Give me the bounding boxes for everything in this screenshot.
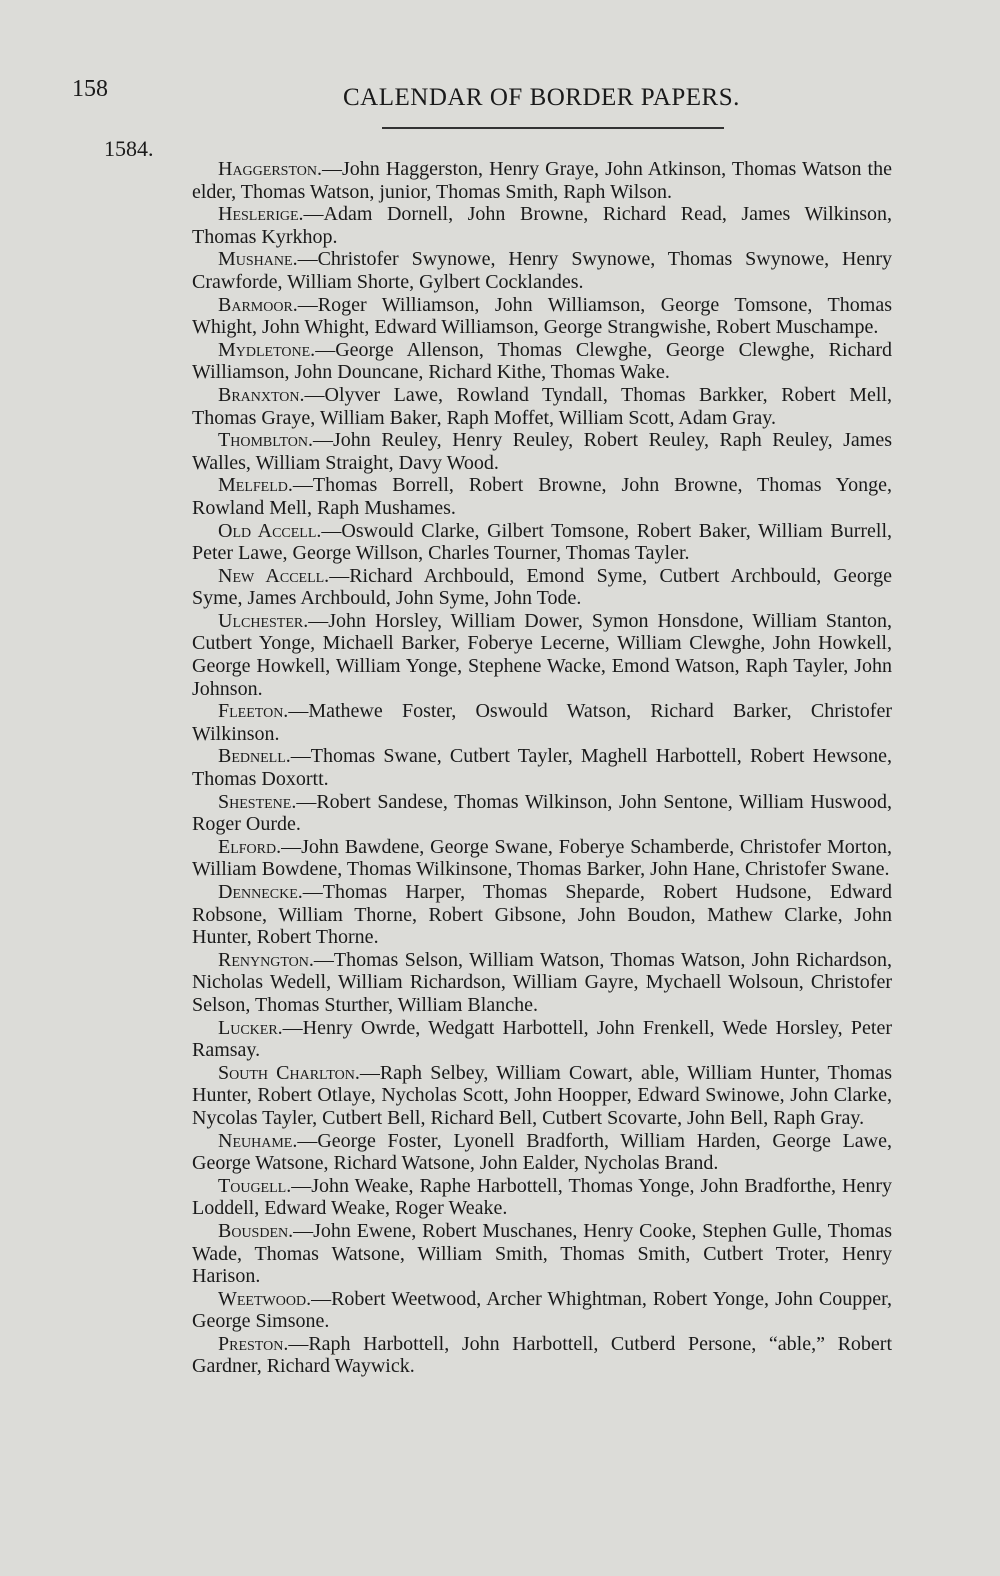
township-name: New Accell. [218,564,330,587]
township-entry [192,791,892,836]
header-rule [382,127,724,129]
township-name: Lucker. [218,1016,283,1039]
township-residents: —John Ewene, Robert Muschanes, Henry Cooke, Stephen Gulle, Thomas Wade, Thomas Watsone, William Smith, Thomas Smith, Cutbert Troter, Henry Harison. [192,1219,892,1288]
township-residents: —John Haggerston, Henry Graye, John Atkinson, Thomas Watson the elder, Thomas Watson, junior, Thomas Smith, Raph Wilson. [192,158,892,203]
township-residents: —Richard Archbould, Emond Syme, Cutbert Archbould, George Syme, James Archbould, John Syme, John Tode. [192,564,892,610]
township-residents: —George Foster, Lyonell Bradforth, William Harden, George Lawe, George Watsone, Richard Watsone, John Ealder, Nycholas Brand. [192,1129,892,1175]
township-residents: —Thomas Swane, Cutbert Tayler, Maghell Harbottell, Robert Hewsone, Thomas Doxortt. [192,745,892,791]
township-entry [192,881,892,949]
township-name: Shestene. [218,790,297,813]
township-residents: —Robert Weetwood, Archer Whightman, Robert Yonge, John Coupper, George Simsone. [192,1287,892,1333]
township-residents: —Henry Owrde, Wedgatt Harbottell, John Frenkell, Wede Horsley, Peter Ramsay. [192,1016,892,1062]
township-residents: —Thomas Selson, William Watson, Thomas Watson, John Richardson, Nicholas Wedell, William Richardson, William Gayre, Mychaell Wolsoun, Christofer Selson, Thomas Sturther, William Blanche. [192,948,892,1016]
township-entry [192,429,892,474]
township-name: Dennecke. [218,881,303,903]
township-name: Branxton. [218,383,305,406]
township-entry [192,1288,892,1333]
township-residents: —Robert Sandese, Thomas Wilkinson, John Sentone, William Huswood, Roger Ourde. [192,790,892,836]
township-entry [192,745,892,790]
township-name: Heslerige. [218,203,304,226]
township-residents: —Raph Harbottell, John Harbottell, Cutberd Persone, “able,” Robert Gardner, Richard Waywick. [192,1332,892,1378]
township-entry [192,520,892,565]
township-entry [192,1220,892,1288]
township-name: Ulchester. [218,609,309,632]
township-list [192,158,892,1378]
township-entry [192,339,892,384]
township-residents: —Mathewe Foster, Oswould Watson, Richard Barker, Christofer Wilkinson. [192,700,892,745]
township-entry [192,203,892,248]
township-residents: —John Weake, Raphe Harbottell, Thomas Yonge, John Bradforthe, Henry Loddell, Edward Weake, Roger Weake. [192,1174,892,1220]
township-residents: —Olyver Lawe, Rowland Tyndall, Thomas Barkker, Robert Mell, Thomas Graye, William Baker, Raph Moffet, William Scott, Adam Gray. [192,383,892,429]
running-head: CALENDAR OF BORDER PAPERS. [343,84,740,111]
township-residents: —John Horsley, William Dower, Symon Honsdone, William Stanton, Cutbert Yonge, Michaell Barker, Foberye Lecerne, William Clewghe, John Howkell, George Howkell, William Yonge, Stephene Wacke, Emond Watson, Raph Tayler, John Johnson. [192,609,892,700]
year-marginal: 1584. [104,136,154,161]
township-entry [192,1017,892,1062]
township-name: Thomblton. [218,429,314,452]
township-residents: —Thomas Borrell, Robert Browne, John Browne, Thomas Yonge, Rowland Mell, Raph Mushames. [192,474,892,519]
township-residents: —Oswould Clarke, Gilbert Tomsone, Robert Baker, William Burrell, Peter Lawe, George Willson, Charles Tourner, Thomas Tayler. [192,519,893,565]
township-name: Tougell. [218,1174,292,1197]
township-entry [192,949,892,1017]
township-entry [192,700,892,745]
township-name: Neuhame. [218,1129,298,1152]
township-name: South Charlton. [218,1061,360,1084]
township-name: Preston. [218,1332,289,1355]
township-entry [192,1333,892,1378]
township-name: Elford. [218,835,282,858]
page-number: 158 [72,76,108,102]
township-entry [192,248,892,293]
township-name: Weetwood. [218,1287,312,1310]
township-name: Melfeld. [218,474,293,497]
township-entry [192,474,892,519]
township-entry [192,1175,892,1220]
township-entry [192,565,892,610]
township-name: Mushane. [218,248,298,271]
township-entry [192,836,892,881]
township-residents: —Raph Selbey, William Cowart, able, William Hunter, Thomas Hunter, Robert Otlaye, Nycholas Scott, John Hoopper, Edward Swinowe, John Clarke, Nycolas Tayler, Cutbert Bell, Richard Bell, Cutbert Scovarte, John Bell, Raph Gray. [192,1061,892,1129]
township-residents: —Christofer Swynowe, Henry Swynowe, Thomas Swynowe, Henry Crawforde, William Shorte, Gylbert Cocklandes. [192,248,892,293]
township-entry [192,158,892,203]
township-residents: —John Bawdene, George Swane, Foberye Schamberde, Christofer Morton, William Bowdene, Thomas Wilkinsone, Thomas Barker, John Hane, Christofer Swane. [192,835,892,881]
township-name: Haggerston. [218,158,322,180]
township-name: Bousden. [218,1219,294,1242]
township-entry [192,1062,892,1130]
township-entry [192,294,892,339]
township-name: Fleeton. [218,700,289,723]
township-residents: —Adam Dornell, John Browne, Richard Read, James Wilkinson, Thomas Kyrkhop. [192,203,892,248]
township-name: Barmoor. [218,293,298,316]
township-name: Old Accell. [218,519,322,542]
township-residents: —Thomas Harper, Thomas Sheparde, Robert Hudsone, Edward Robsone, William Thorne, Robert Gibsone, John Boudon, Mathew Clarke, John Hunter, Robert Thorne. [192,881,892,949]
township-name: Bednell. [218,745,291,768]
township-residents: —John Reuley, Henry Reuley, Robert Reuley, Raph Reuley, James Walles, William Straight, Davy Wood. [192,429,892,474]
township-name: Renyngton. [218,948,314,971]
township-name: Mydletone. [218,338,316,361]
township-residents: —George Allenson, Thomas Clewghe, George Clewghe, Richard Williamson, John Douncane, Richard Kithe, Thomas Wake. [192,338,892,384]
township-residents: —Roger Williamson, John Williamson, George Tomsone, Thomas Whight, John Whight, Edward Williamson, George Strangwishe, Robert Muschampe. [192,293,892,339]
township-entry [192,1130,892,1175]
township-entry [192,384,892,429]
township-entry [192,610,892,700]
